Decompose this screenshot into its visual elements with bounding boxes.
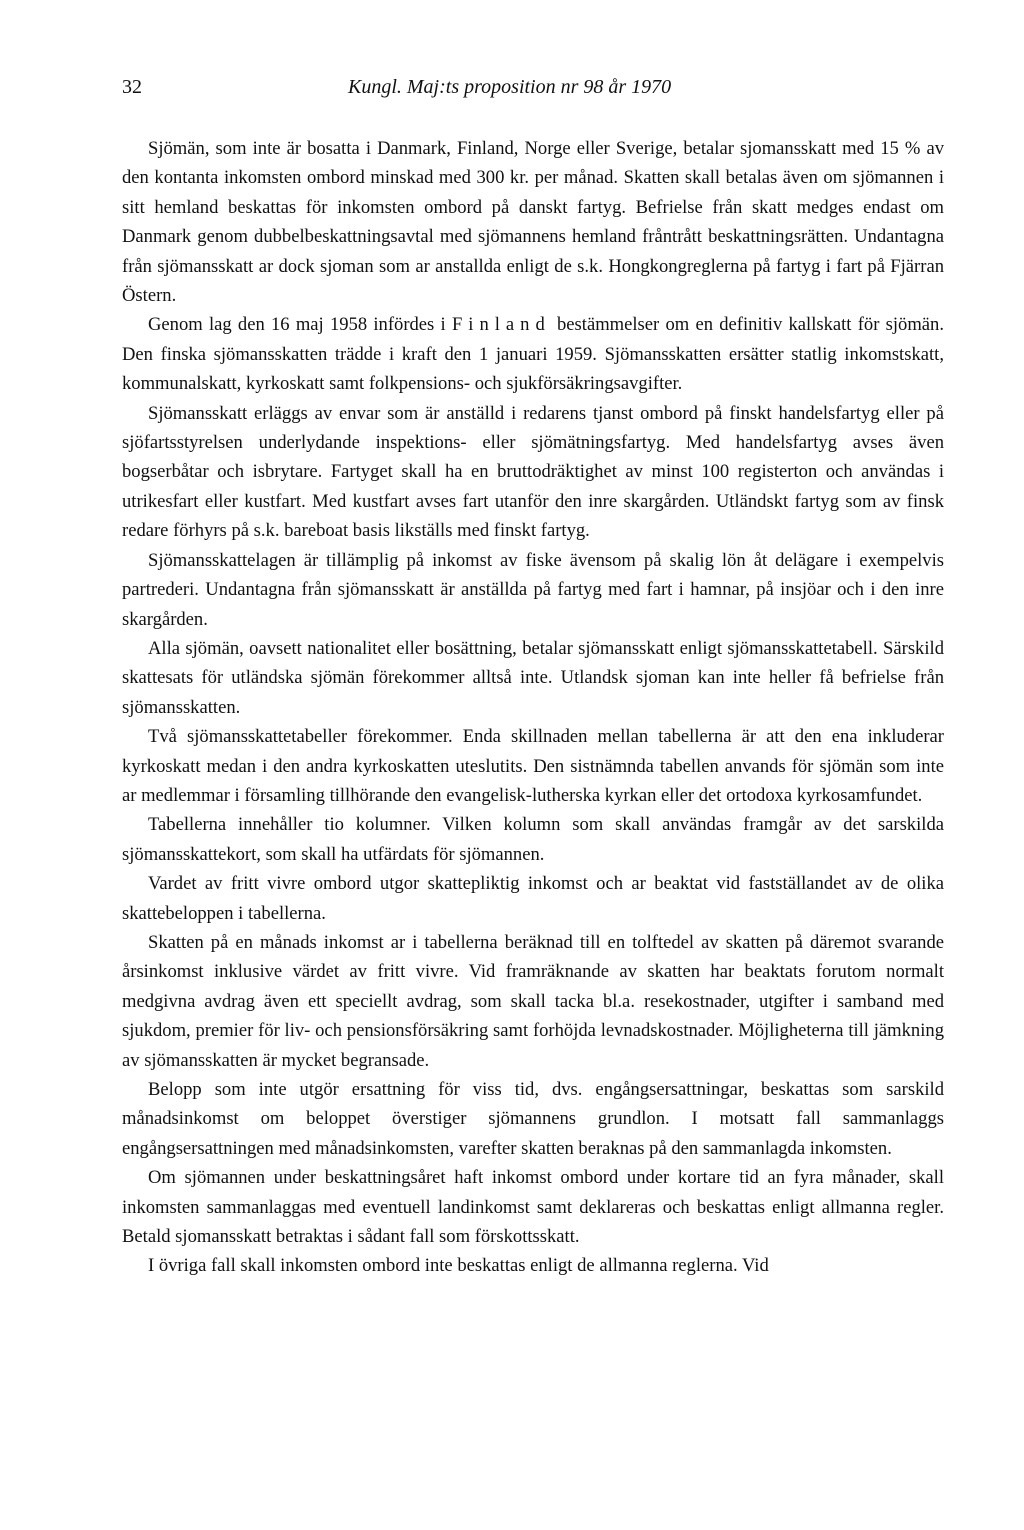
paragraph-two-tables: Två sjömansskattetabeller förekommer. Enda skillnaden mellan tabellerna är att den ena inkluderar kyrkoskatt medan i den andra kyrkoskatten uteslutits. Den sistnämnda tabellen anvands för sjömän som inte ar medlemmar i församling tillhörande den evangelisk-lutherska kyrkan eller det ortodoxa kyrkosamfundet. — [122, 726, 944, 806]
paragraph-applicability: Sjömansskattelagen är tillämplig på inkomst av fiske ävensom på skalig lön åt delägare i exempelvis partrederi. Undantagna från sjömansskatt är anställda på fartyg med fart i hamnar, på insjöar och i den inre skargården. — [122, 549, 944, 630]
paragraph-short-period: Om sjömannen under beskattningsåret haft inkomst ombord under kortare tid an fyra månader, skall inkomsten sammanlaggas med eventuell landinkomst samt deklareras och beskattas enligt allmanna regler. Betald sjomansskatt betraktas i sådant fall som förskottsskatt. — [122, 1167, 944, 1248]
paragraph-other-cases: I övriga fall skall inkomsten ombord inte beskattas enligt de allmanna reglerna. Vid — [148, 1255, 769, 1277]
page-header — [122, 76, 944, 106]
paragraph-finland-lead: Genom lag den 16 maj 1958 infördes i — [148, 314, 446, 336]
paragraph-who-pays: Sjömansskatt erläggs av envar som är anställd i redarens tjanst ombord på finskt handelsfartyg eller på sjöfartsstyrelsen underlydande inspektions- eller sjömätningsfartyg. Med handelsfartyg avses även bogserbåtar och isbrytare. Fartyget skall ha en bruttodräktighet av minst 100 registerton och användas i utrikesfart eller kustfart. Med kustfart avses fart utanför den inre skargården. Utländskt fartyg som av finsk redare förhyrs på s.k. bareboat basis likställs med finskt fartyg. — [122, 402, 944, 542]
paragraph-monthly-tax: Skatten på en månads inkomst ar i tabellerna beräknad till en tolftedel av skatten på däremot svarande årsinkomst inklusive värdet av fritt vivre. Vid framräknande av skatten har beaktats forutom normalt medgivna avdrag även ett speciellt avdrag, som skall tacka bl.a. resekostnader, utgifter i samband med sjukdom, premier för liv- och pensionsförsäkring samt forhöjda levnadskostnader. Möjligheterna till jämkning av sjömansskatten är mycket begransade. — [122, 931, 944, 1071]
paragraph-all-seamen: Alla sjömän, oavsett nationalitet eller bosättning, betalar sjömansskatt enligt sjömansskattetabell. Särskild skattesats för utländska sjömän förekommer alltså inte. Utlandsk sjoman kan inte heller få befrielse från sjömansskatten. — [122, 637, 944, 718]
running-title: Kungl. Maj:ts proposition nr 98 år 1970 — [348, 76, 672, 98]
paragraph-finland-rest: bestämmelser om en definitiv kallskatt för sjömän. Den finska sjömansskatten trädde i kraft den 1 januari 1959. Sjömansskatten ersätter statlig inkomstskatt, kommunalskatt, kyrkoskatt samt folkpensions- och sjukförsäkringsavgifter. — [122, 314, 944, 395]
paragraph-columns: Tabellerna innehåller tio kolumner. Vilken kolumn som skall användas framgår av det sarskilda sjömansskattekort, som skall ha utfärdats för sjömannen. — [122, 814, 944, 865]
paragraph-lump-sums: Belopp som inte utgör ersattning för viss tid, dvs. engångsersattningar, beskattas som sarskild månadsinkomst om beloppet överstiger sjömannens grundlon. I motsatt fall sammanlaggs engångsersattningen med månadsinkomsten, varefter skatten beraknas på den sammanlagda inkomsten. — [122, 1079, 944, 1159]
paragraph-finland-intro — [122, 310, 944, 398]
paragraph-denmark: Sjömän, som inte är bosatta i Danmark, Finland, Norge eller Sverige, betalar sjomansskatt med 15 % av den kontanta inkomsten ombord minskad med 300 kr. per månad. Skatten skall betalas även om sjömannen i sitt hemland beskattas för inkomsten ombord på danskt fartyg. Befrielse från skatt medges endast om Danmark genom dubbelbeskattningsavtal med sjömannens hemland fråntrått beskattningsrätten. Undantagna från sjömansskatt ar dock sjoman som ar anstallda enligt de s.k. Hongkongreglerna på fartyg i fart på Fjärran Östern. — [122, 138, 944, 307]
page-number: 32 — [122, 76, 142, 98]
paragraph-free-board: Vardet av fritt vivre ombord utgor skattepliktig inkomst och ar beaktat vid fastställandet av de olika skattebeloppen i tabellerna. — [122, 873, 944, 924]
body-text — [122, 134, 944, 1281]
emphasized-country: Finland — [451, 314, 551, 336]
